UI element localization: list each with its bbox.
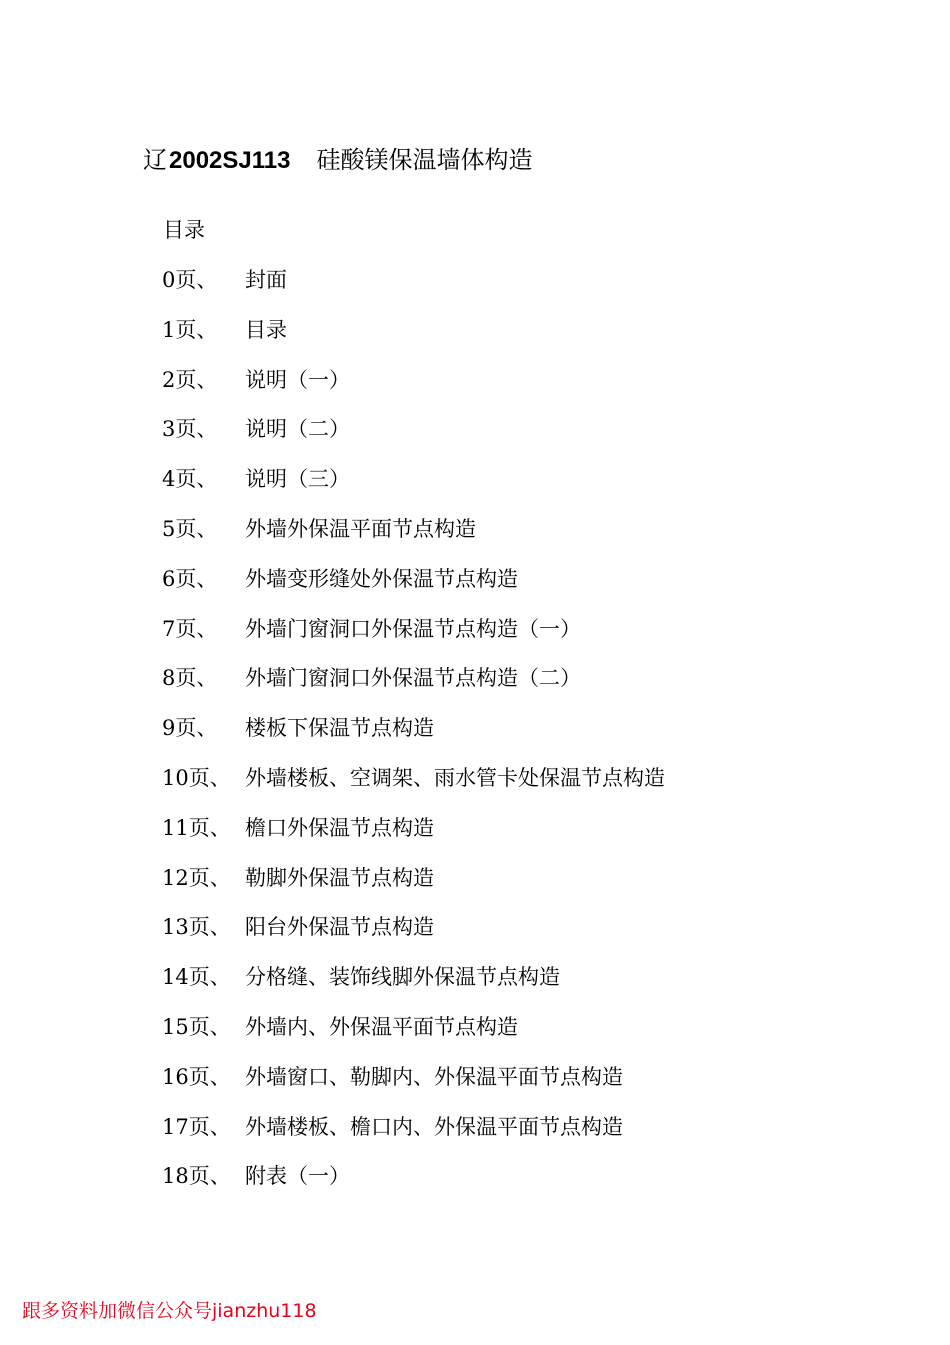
toc-entry-title: 外墙外保温平面节点构造 [245,516,476,541]
toc-item [162,265,665,315]
toc-page-number: 2页、 [162,367,218,392]
document-title [143,142,532,179]
toc-page-number: 11页、 [162,815,231,840]
toc-entry-title: 外墙楼板、空调架、雨水管卡处保温节点构造 [245,765,665,790]
title-prefix: 辽 [143,146,167,174]
toc-page-number: 15页、 [162,1014,231,1039]
toc-item [162,1112,665,1162]
toc-item [162,464,665,514]
toc-item [162,514,665,564]
toc-page-number: 9页、 [162,716,218,741]
toc-item [162,763,665,813]
toc-item [162,564,665,614]
toc-page-number: 4页、 [162,467,218,492]
toc-entry-title: 外墙窗口、勒脚内、外保温平面节点构造 [245,1064,623,1089]
toc-page-number: 13页、 [162,915,231,940]
toc-item [162,962,665,1012]
toc-item [162,1161,665,1211]
toc-page-number: 1页、 [162,317,218,342]
toc-entry-title: 阳台外保温节点构造 [245,915,434,940]
toc-item [162,414,665,464]
toc-entry-title: 说明（三） [245,467,350,492]
title-code: 2002SJ113 [169,147,291,174]
toc-entry-title: 檐口外保温节点构造 [245,815,434,840]
toc-page-number: 3页、 [162,417,218,442]
toc-heading: 目录 [163,218,205,242]
toc-entry-title: 外墙门窗洞口外保温节点构造（一） [245,616,581,641]
toc-page-number: 16页、 [162,1064,231,1089]
toc-page-number: 7页、 [162,616,218,641]
toc-page-number: 10页、 [162,765,231,790]
toc-item [162,912,665,962]
toc-entry-title: 封面 [245,268,287,292]
toc-item [162,315,665,365]
toc-item [162,365,665,415]
toc-item [162,863,665,913]
toc-page-number: 0页、 [162,268,218,292]
table-of-contents [162,265,665,1211]
toc-page-number: 6页、 [162,566,218,591]
toc-page-number: 17页、 [162,1114,231,1139]
toc-page-number: 14页、 [162,965,231,990]
title-name: 硅酸镁保温墙体构造 [316,146,533,174]
toc-entry-title: 外墙内、外保温平面节点构造 [245,1014,518,1039]
toc-entry-title: 说明（二） [245,417,350,442]
toc-entry-title: 目录 [245,317,287,342]
toc-item [162,1062,665,1112]
toc-page-number: 12页、 [162,865,231,890]
toc-item [162,1012,665,1062]
toc-entry-title: 说明（一） [245,367,350,392]
toc-page-number: 8页、 [162,666,218,691]
toc-page-number: 18页、 [162,1164,231,1189]
watermark-text: 跟多资料加微信公众号jianzhu118 [22,1300,317,1322]
toc-item [162,614,665,664]
toc-entry-title: 附表（一） [245,1164,350,1189]
toc-item [162,813,665,863]
toc-item [162,713,665,763]
toc-entry-title: 勒脚外保温节点构造 [245,865,434,890]
toc-entry-title: 分格缝、装饰线脚外保温节点构造 [245,965,560,990]
toc-item [162,663,665,713]
toc-entry-title: 外墙变形缝处外保温节点构造 [245,566,518,591]
toc-page-number: 5页、 [162,516,218,541]
toc-entry-title: 外墙楼板、檐口内、外保温平面节点构造 [245,1114,623,1139]
toc-entry-title: 楼板下保温节点构造 [245,716,434,741]
toc-entry-title: 外墙门窗洞口外保温节点构造（二） [245,666,581,691]
